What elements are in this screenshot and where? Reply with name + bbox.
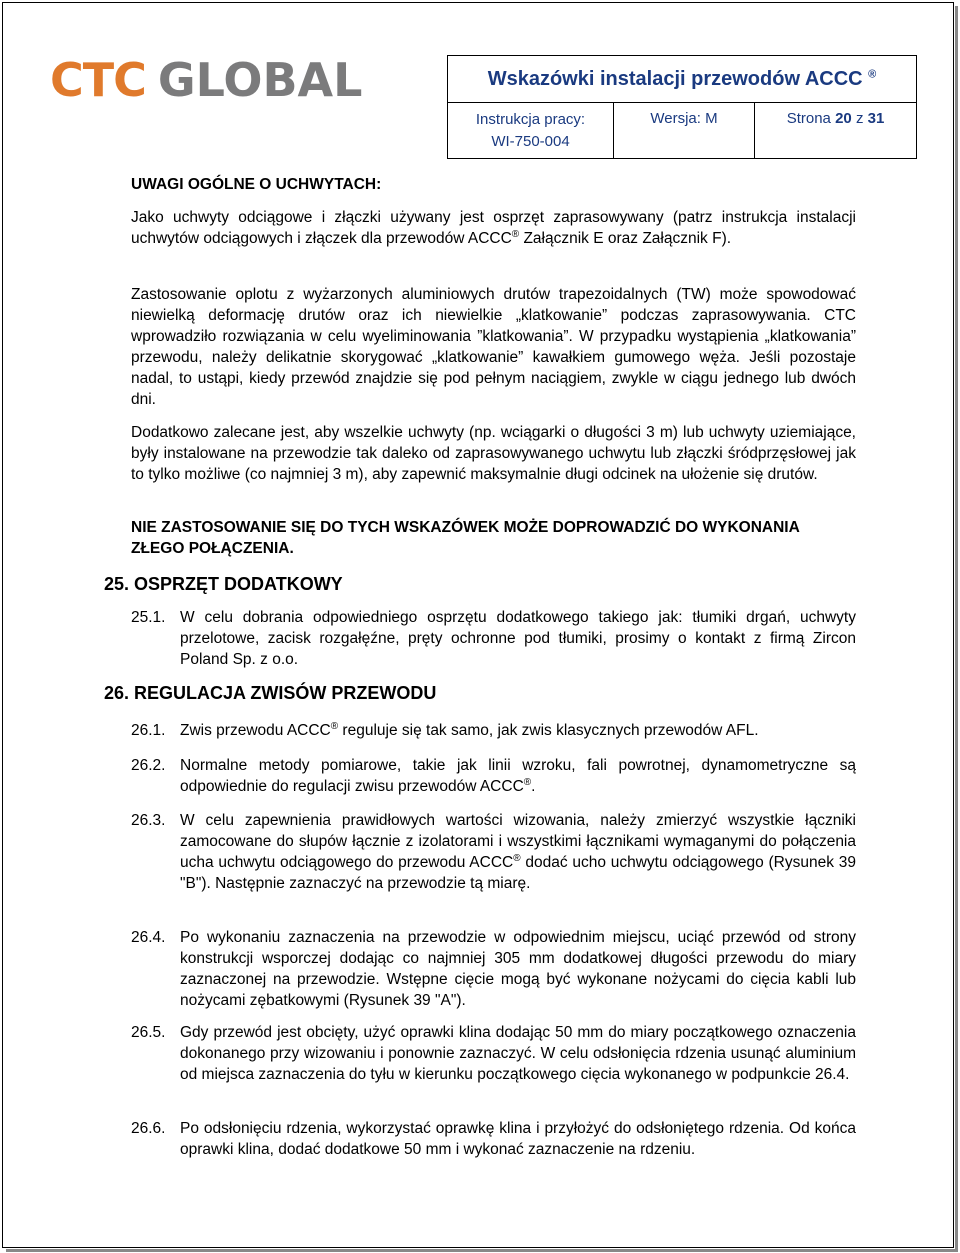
item-26-2-number: 26.2.: [131, 757, 166, 774]
item-26-3-part-a: W celu zapewnienia prawidłowych wartości wizowania, należy zmierzyć wszystkie łączniki zamocowane do słupów łącznie z izolatorami i wszystkimi łącznikami wymaganymi do połączenia ucha uchwytu odciągowego do przewodu ACCC: [180, 812, 856, 871]
page-prefix: Strona: [786, 110, 831, 127]
company-logo: [50, 53, 363, 107]
item-26-1-text: [180, 720, 856, 741]
page-number: 20: [835, 110, 852, 127]
section-25-title: 25. OSPRZĘT DODATKOWY: [104, 574, 343, 594]
item-25-1-text: W celu dobrania odpowiedniego osprzętu dodatkowego takiego jak: tłumiki drgań, uchwyty przelotowe, zacisk rozgałęźne, pręty ochronne pod tłumiki, prosimy o kontakt z firmą Zircon Poland Sp. z o.o.: [180, 609, 856, 668]
instruction-cell: [448, 103, 614, 159]
item-26-2-part-a: Normalne metody pomiarowe, takie jak linii wzroku, fali powrotnej, dynamometryczne są odpowiednie do regulacji zwisu przewodów ACCC: [180, 757, 856, 795]
general-notes-heading: UWAGI OGÓLNE O UCHWYTACH:: [131, 176, 382, 193]
item-26-6-number: 26.6.: [131, 1120, 166, 1137]
item-26-1-part-a: Zwis przewodu ACCC: [180, 722, 331, 739]
registered-mark: ®: [868, 67, 877, 80]
item-26-1-part-b: reguluje się tak samo, jak zwis klasycznych przewodów AFL.: [338, 722, 759, 739]
instruction-label: Instrukcja pracy:: [475, 110, 586, 128]
paragraph-fittings-tail: Załącznik E oraz Załącznik F).: [519, 230, 732, 247]
page-of: z: [855, 110, 864, 127]
registered-mark: ®: [330, 720, 339, 732]
item-26-3-number: 26.3.: [131, 812, 166, 829]
item-26-6-text: Po odsłonięciu rdzenia, wykorzystać oprawkę klina i przyłożyć do odsłoniętego rdzenia. Od końca oprawki klina, dodać dodatkowe 50 mm i wykonać zaznaczenie na rdzeniu.: [180, 1120, 856, 1158]
item-26-2-part-b: .: [531, 778, 536, 795]
section-26-title: 26. REGULACJA ZWISÓW PRZEWODU: [104, 683, 437, 703]
item-26-1-number: 26.1.: [131, 722, 166, 739]
logo-global: GLOBAL: [157, 53, 363, 107]
item-26-3-text: [180, 810, 856, 894]
document-title-text: Wskazówki instalacji przewodów ACCC: [487, 67, 863, 90]
item-26-3-part-b: dodać ucho uchwytu odciągowego (Rysunek 39 "B"). Następnie zaznaczyć na przewodzie tą miarę.: [180, 854, 856, 892]
registered-mark: ®: [523, 776, 532, 788]
paragraph-birdcaging: Zastosowanie oplotu z wyżarzonych aluminiowych drutów trapezoidalnych (TW) może spowodować niewielką deformację drutów oraz ich niewielkie „klatkowanie” podczas zaprasowywania. CTC wprowadziło rozwiązania w celu wyeliminowania ”klatkowania”. W przypadku wystąpienia „klatkowania” przewodu, należy delikatnie skorygować „klatkowanie” kawałkiem gumowego węża. Jeśli pozostaje nadal, to ustąpi, kiedy przewód znajdzie się pod pełnym naciągiem, zwykle w ciągu jednego lub dwóch dni.: [131, 286, 856, 408]
instruction-code: WI-750-004: [491, 132, 570, 150]
registered-mark: ®: [511, 228, 520, 240]
page-number-cell: [755, 103, 917, 159]
version-label: Wersja: M: [650, 110, 718, 127]
header-table: [447, 55, 917, 159]
item-26-2-text: [180, 755, 856, 797]
document-title: [448, 56, 917, 103]
page-total: 31: [867, 110, 885, 127]
version-cell: [614, 103, 755, 159]
logo-ctc: CTC: [50, 53, 146, 107]
paragraph-fittings: [131, 207, 856, 249]
item-26-5-number: 26.5.: [131, 1024, 166, 1041]
item-26-4-number: 26.4.: [131, 929, 166, 946]
paragraph-grips: Dodatkowo zalecane jest, aby wszelkie uchwyty (np. wciągarki o długości 3 m) lub uchwyty uziemiające, były instalowane na przewodzie tak daleko od zaprasowywanego uchwytu lub złączki śródprzęsłowej jak to tylko możliwe (co najmniej 3 m), aby zapewnić maksymalnie długi odcinek na ułożenie się drutów.: [131, 424, 856, 483]
paragraph-fittings-text: Jako uchwyty odciągowe i złączki używany jest osprzęt zaprasowywany (patrz instrukcja instalacji uchwytów odciągowych i złączek dla przewodów ACCC: [131, 209, 856, 247]
item-26-5-text: Gdy przewód jest obcięty, użyć oprawki klina dodając 50 mm do miary początkowego oznaczenia dokonanego przy wizowaniu i ponownie zaznaczyć. W celu odsłonięcia rdzenia usunąć aluminium od miejsca zaznaczenia do tyłu w kierunku początkowego cięcia wykonanego w podpunkcie 26.4.: [180, 1024, 856, 1083]
item-26-4-text: Po wykonaniu zaznaczenia na przewodzie w odpowiednim miejscu, uciąć przewód od strony konstrukcji wsporczej dodając co najmniej 305 mm dodatkowej długości przewodu do miary zaznaczonej na przewodzie. Wstępne cięcie mogą być wykonane nożycami do cięcia kabli lub nożycami zębatkowymi (Rysunek 39 "A").: [180, 929, 856, 1009]
item-25-1-number: 25.1.: [131, 609, 166, 626]
registered-mark: ®: [513, 852, 521, 864]
warning-text: NIE ZASTOSOWANIE SIĘ DO TYCH WSKAZÓWEK MOŻE DOPROWADZIĆ DO WYKONANIA ZŁEGO POŁĄCZENIA.: [131, 519, 800, 557]
